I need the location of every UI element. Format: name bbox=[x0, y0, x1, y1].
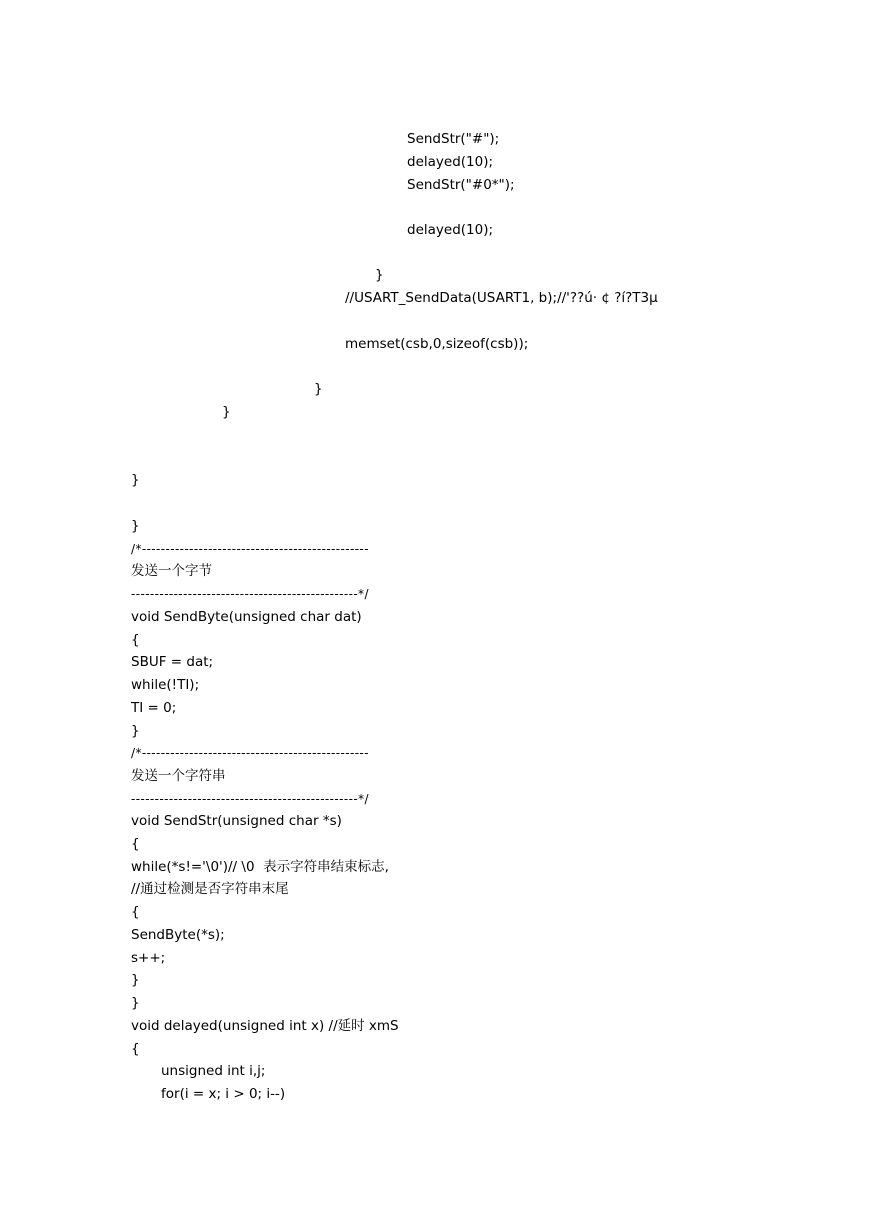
code-line: for(i = x; i > 0; i--) bbox=[161, 1086, 286, 1102]
comment-line: 发送一个字节 bbox=[131, 563, 212, 579]
code-line: //USART_SendData(USART1, b);//'??ú· ¢ ?í?T3µ bbox=[345, 290, 658, 306]
code-line: } bbox=[314, 381, 323, 397]
code-line: { bbox=[131, 1041, 140, 1057]
code-line: while(!TI); bbox=[131, 677, 200, 693]
code-line: while(*s!='\0')// \0 表示字符串结束标志, bbox=[131, 859, 389, 875]
comment-line: //通过检测是否字符串末尾 bbox=[131, 881, 289, 897]
code-line: unsigned int i,j; bbox=[161, 1063, 266, 1079]
code-line: { bbox=[131, 632, 140, 648]
code-line: } bbox=[131, 472, 140, 488]
comment-line: ------------------------------------------------*/ bbox=[131, 792, 369, 806]
code-line: } bbox=[131, 723, 140, 739]
code-line: memset(csb,0,sizeof(csb)); bbox=[345, 336, 529, 352]
code-line: } bbox=[131, 518, 140, 534]
comment-line: /*------------------------------------------------ bbox=[131, 542, 369, 556]
comment-line: 发送一个字符串 bbox=[131, 768, 226, 784]
code-line: SBUF = dat; bbox=[131, 654, 214, 670]
code-line: delayed(10); bbox=[407, 154, 494, 170]
code-line: TI = 0; bbox=[131, 700, 177, 716]
code-line: SendStr("#0*"); bbox=[407, 177, 515, 193]
code-line: SendByte(*s); bbox=[131, 927, 225, 943]
comment-line: ------------------------------------------------*/ bbox=[131, 587, 369, 601]
code-line: s++; bbox=[131, 950, 166, 966]
code-line: } bbox=[375, 267, 384, 283]
code-line: } bbox=[131, 972, 140, 988]
code-line: void delayed(unsigned int x) //延时 xmS bbox=[131, 1018, 399, 1034]
code-line: } bbox=[131, 995, 140, 1011]
code-line: { bbox=[131, 836, 140, 852]
code-line: SendStr("#"); bbox=[407, 131, 500, 147]
code-line: delayed(10); bbox=[407, 222, 494, 238]
code-line: void SendStr(unsigned char *s) bbox=[131, 813, 342, 829]
code-line: } bbox=[222, 404, 231, 420]
code-line: { bbox=[131, 904, 140, 920]
comment-line: /*------------------------------------------------ bbox=[131, 746, 369, 760]
code-line: void SendByte(unsigned char dat) bbox=[131, 609, 362, 625]
